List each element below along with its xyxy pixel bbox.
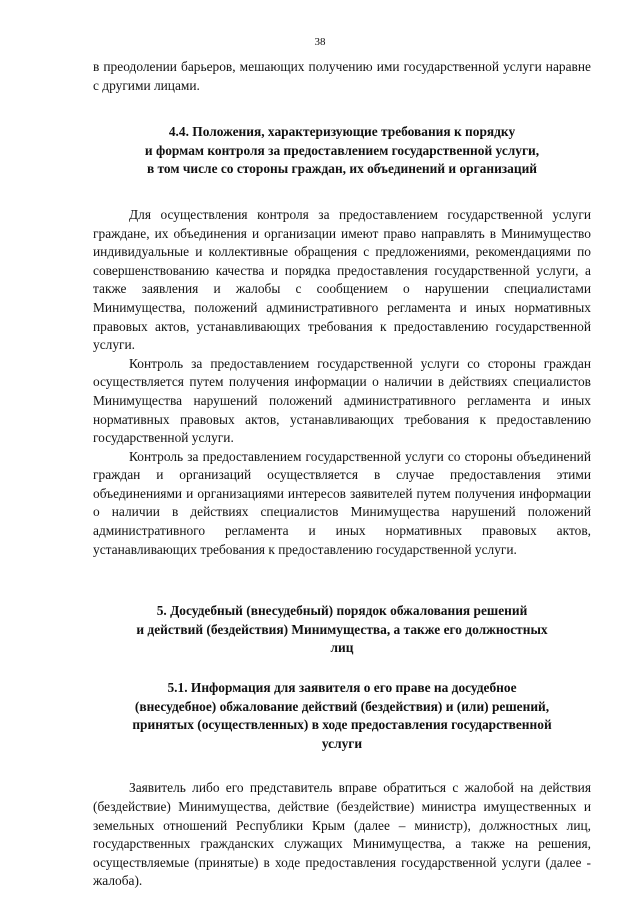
document-body xyxy=(93,58,591,891)
section-5-1-heading xyxy=(93,679,591,753)
heading-line: принятых (осуществленных) в ходе предоставления государственной xyxy=(132,717,552,733)
heading-line: 5. Досудебный (внесудебный) порядок обжалования решений xyxy=(156,603,528,619)
section-4-4-paragraph-3: Контроль за предоставлением государственной услуги со стороны объединений граждан и организаций осуществляется в случае предоставления этими объединениями и организациями интересов заявителей путем получения информации о наличии в действиях специалистов Минимущества нарушений положений административного регламента и иных нормативных правовых актов, устанавливающих требования к предоставлению государственной услуги. xyxy=(93,448,591,557)
page-number: 38 xyxy=(314,36,326,48)
heading-line: и формам контроля за предоставлением государственной услуги, xyxy=(144,142,540,158)
section-5-1-paragraph-1: Заявитель либо его представитель вправе обратиться с жалобой на действия (бездействие) Минимущества, действие (бездействие) министра имущественных и земельных отношений Республики Крым (далее – министр), должностных лиц, государственных гражданских служащих Минимущества, а также на решения, осуществляемые (принятые) в ходе предоставления государственной услуги (далее - жалоба). xyxy=(93,780,591,889)
section-5-heading xyxy=(93,602,591,658)
heading-line: 5.1. Информация для заявителя о его праве на досудебное xyxy=(167,680,517,696)
section-4-4-paragraph-1: Для осуществления контроля за предоставлением государственной услуги граждане, их объединения и организации имеют право направлять в Минимущество индивидуальные и коллективные обращения с предложениями, рекомендациями по совершенствованию качества и порядка предоставления государственной услуги, а также заявления и жалобы с сообщением о нарушении специалистами Минимущества, положений административного регламента и иных нормативных правовых актов, устанавливающих требования к предоставлению государственной услуги. xyxy=(93,206,591,353)
heading-line: в том числе со стороны граждан, их объединений и организаций xyxy=(146,161,538,177)
heading-line: услуги xyxy=(321,735,363,751)
heading-line: (внесудебное) обжалование действий (бездействия) и (или) решений, xyxy=(134,698,550,714)
section-4-4-paragraph-2: Контроль за предоставлением государственной услуги со стороны граждан осуществляется путем получения информации о наличии в действиях специалистов Минимущества нарушений положений административного регламента и иных нормативных правовых актов, устанавливающих требования к предоставлению государственной услуги. xyxy=(93,355,591,446)
intro-continuation-paragraph: в преодолении барьеров, мешающих получению ими государственной услуги наравне с другими лицами. xyxy=(93,59,591,93)
heading-line: лиц xyxy=(330,640,354,656)
heading-line: и действий (бездействия) Минимущества, а также его должностных xyxy=(136,621,548,637)
section-4-4-heading xyxy=(93,123,591,179)
heading-line: 4.4. Положения, характеризующие требования к порядку xyxy=(168,124,516,140)
